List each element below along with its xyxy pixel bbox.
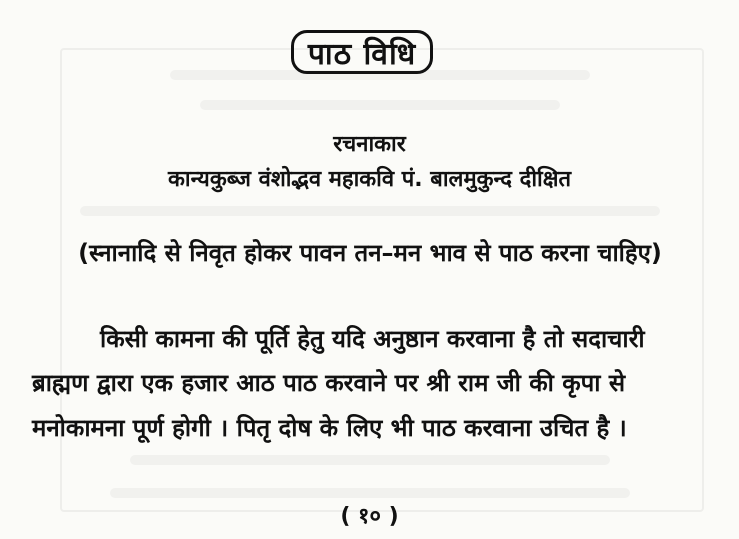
- page-number: ( १० ): [340, 504, 399, 529]
- author-name: कान्यकुब्ज वंशोद्भव महाकवि पं. बालमुकुन्द दीक्षित: [167, 167, 572, 192]
- instruction-note: (स्नानादि से निवृत होकर पावन तन–मन भाव से पाठ करना चाहिए): [78, 239, 662, 267]
- paragraph-line-3: मनोकामना पूर्ण होगी । पितृ दोष के लिए भी पाठ करवाना उचित है ।: [32, 414, 627, 442]
- show-through-line: [130, 455, 610, 465]
- show-through-line: [110, 488, 630, 498]
- author-label: रचनाकार: [333, 132, 406, 157]
- paragraph-line-1: किसी कामना की पूर्ति हेतु यदि अनुष्ठान करवाना है तो सदाचारी: [100, 325, 645, 353]
- page-title: पाठ विधि: [291, 30, 433, 74]
- show-through-line: [80, 206, 660, 216]
- show-through-line: [200, 100, 560, 110]
- paragraph-line-2: ब्राह्मण द्वारा एक हजार आठ पाठ करवाने पर श्री राम जी की कृपा से: [32, 369, 626, 397]
